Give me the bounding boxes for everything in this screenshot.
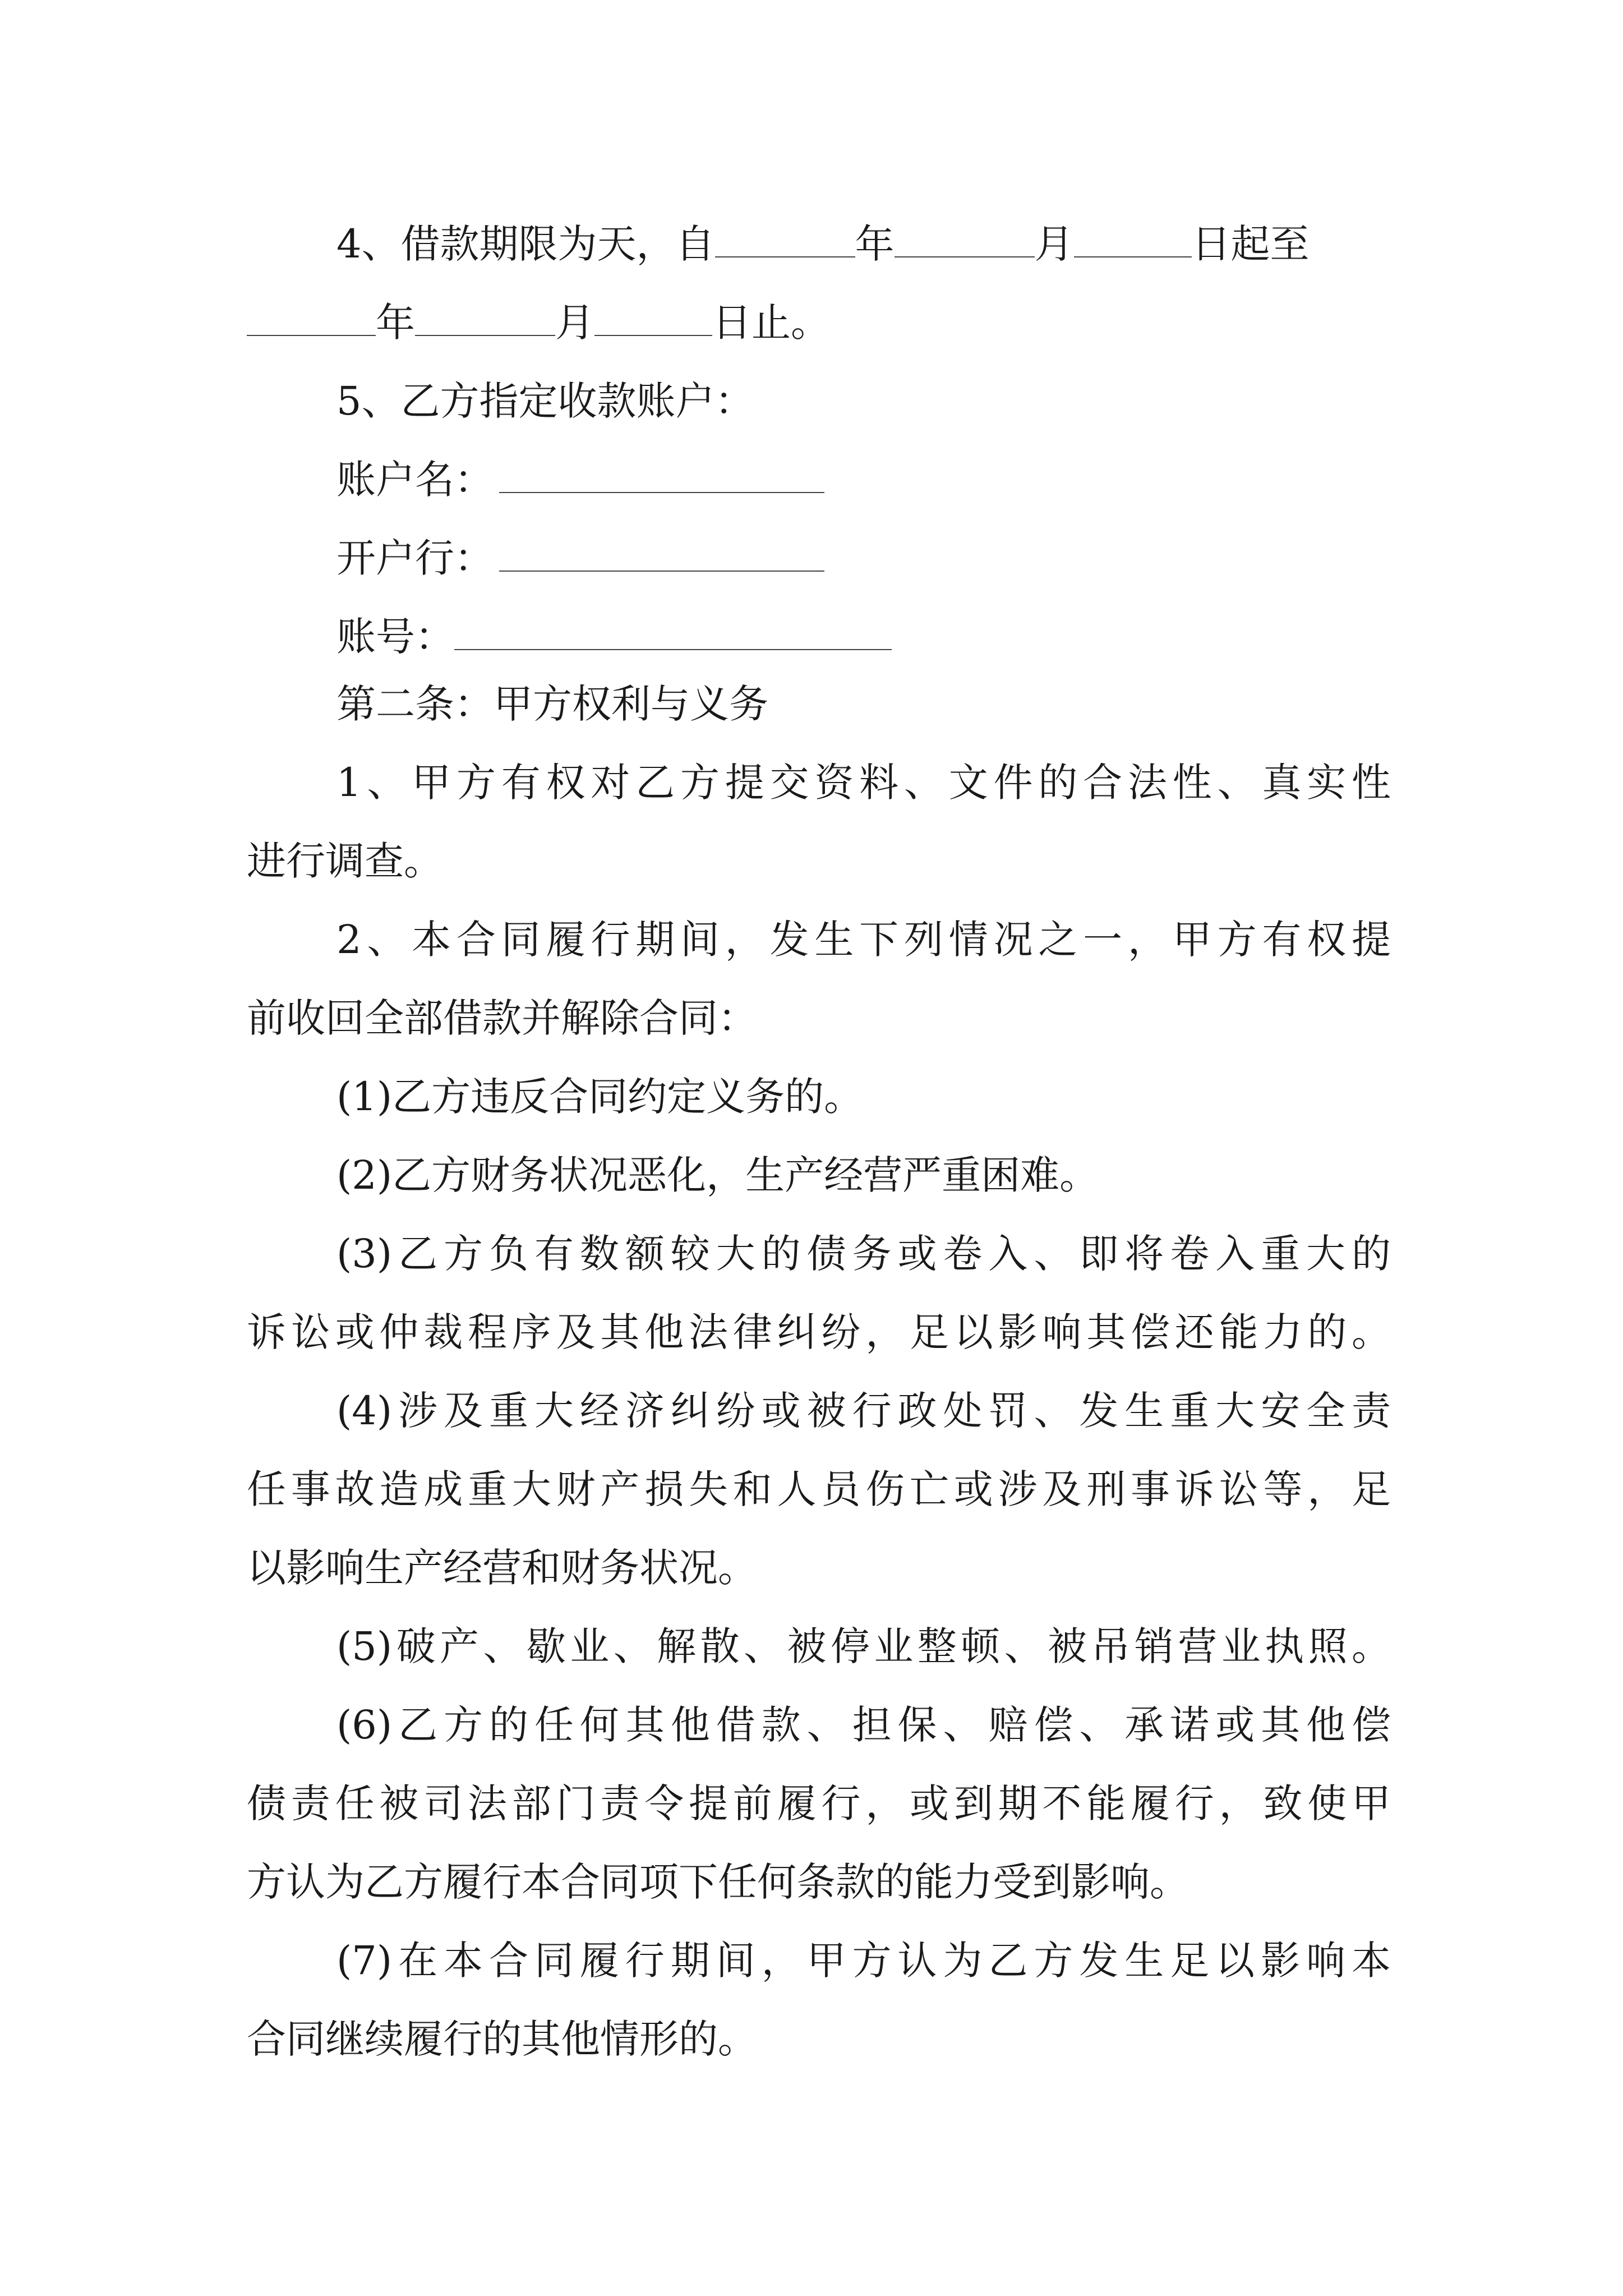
account-number-blank [454,614,892,650]
month-label: 月 [555,300,594,346]
end-month-blank [415,300,555,336]
paragraph-line: (1)乙方违反合同约定义务的。 [336,1074,864,1120]
account-number-line [336,614,1391,659]
clause-5-heading: 5、乙方指定收款账户： [336,378,754,424]
loan-term-line-2 [247,300,1391,345]
year-label: 年 [855,221,895,267]
paragraph-line: 2、本合同履行期间，发生下列情况之一，甲方有权提 [336,917,1391,963]
bank-blank [499,536,824,572]
bank-label: 开户行： [336,535,494,581]
end-year-blank [247,300,376,336]
paragraph-line: 1、甲方有权对乙方提交资料、文件的合法性、真实性 [336,760,1391,806]
paragraph-line: (4)涉及重大经济纠纷或被行政处罚、发生重大安全责 [336,1388,1391,1434]
start-month-blank [895,222,1035,257]
paragraph-line: (3)乙方负有数额较大的债务或卷入、即将卷入重大的 [336,1231,1391,1277]
paragraph-line: 进行调查。 [247,838,443,884]
paragraph-line: (2)乙方财务状况恶化，生产经营严重困难。 [336,1152,1099,1198]
paragraph-line: 以影响生产经营和财务状况。 [247,1545,757,1591]
start-day-blank [1074,222,1192,257]
loan-term-text: 4、借款期限为天，自 [336,221,715,267]
paragraph-line: 合同继续履行的其他情形的。 [247,2016,757,2062]
paragraph-line: 任事故造成重大财产损失和人员伤亡或涉及刑事诉讼等，足 [247,1466,1391,1512]
paragraph-line: (7)在本合同履行期间，甲方认为乙方发生足以影响本 [336,1938,1391,1984]
paragraph-line: (6)乙方的任何其他借款、担保、赔偿、承诺或其他偿 [336,1702,1391,1748]
loan-term-line-1 [336,222,1391,266]
account-name-blank [499,457,824,493]
day-from-label: 日起至 [1191,221,1310,267]
paragraph-line: (5)破产、歇业、解散、被停业整顿、被吊销营业执照。 [336,1623,1391,1669]
paragraph-line: 债责任被司法部门责令提前履行，或到期不能履行，致使甲 [247,1780,1391,1826]
end-day-blank [594,300,712,336]
account-name-label: 账户名： [336,457,494,503]
day-to-label: 日止。 [712,300,830,346]
bank-line [336,536,1391,581]
paragraph-line: 方认为乙方履行本合同项下任何条款的能力受到影响。 [247,1859,1189,1905]
account-number-label: 账号： [336,614,454,660]
article-2-heading: 第二条：甲方权利与义务 [336,681,768,727]
year-label: 年 [376,300,415,346]
start-year-blank [715,222,855,257]
month-label: 月 [1034,221,1074,267]
paragraph-line: 前收回全部借款并解除合同： [247,995,757,1041]
paragraph-line: 诉讼或仲裁程序及其他法律纠纷，足以影响其偿还能力的。 [247,1309,1391,1355]
account-name-line [336,457,1391,502]
